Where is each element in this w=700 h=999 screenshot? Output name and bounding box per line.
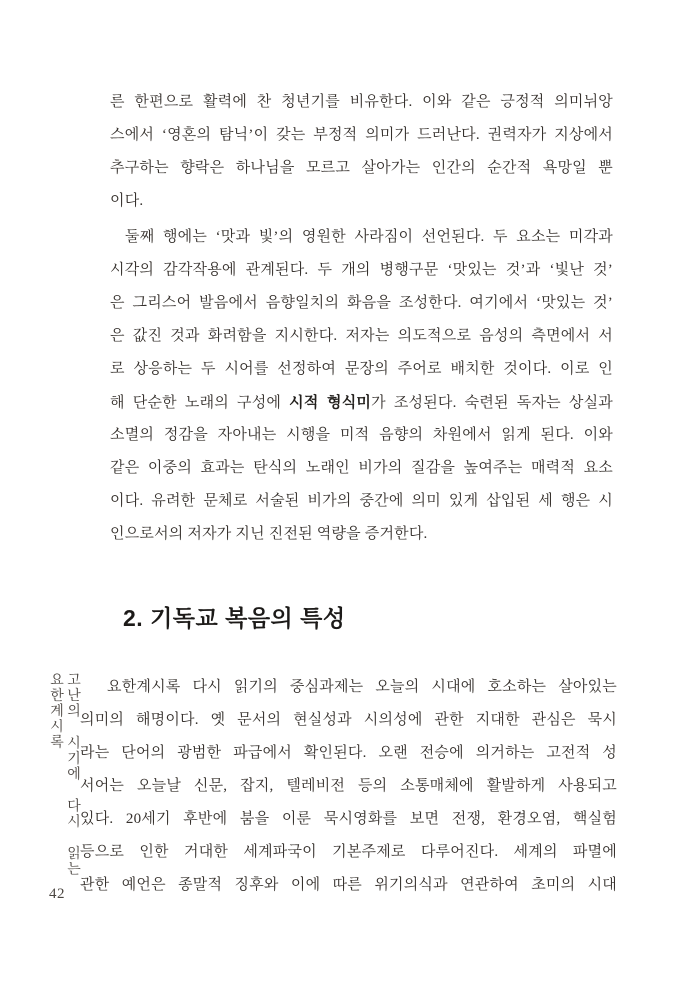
text-line: 이다. 유려한 문체로 서술된 비가의 중간에 의미 있게 삽입된 세 행은 시 xyxy=(110,493,613,509)
text-line: 라는 단어의 광범한 파급에서 확인된다. 오랜 전승에 의거하는 고전적 성 xyxy=(80,745,617,761)
text-line: 인으로서의 저자가 지닌 진전된 역량을 증거한다. xyxy=(110,526,428,542)
text-line: 로 상응하는 두 시어를 선정하여 문장의 주어로 배치한 것이다. 이로 인 xyxy=(110,361,613,377)
text-line: 둘째 행에는 ‘맛과 빛’의 영원한 사라짐이 선언된다. 두 요소는 미각과 xyxy=(125,229,613,245)
emphasized-text: 시적 형식미 xyxy=(289,394,372,411)
text-line: 같은 이중의 효과는 탄식의 노래인 비가의 질감을 높여주는 매력적 요소 xyxy=(110,460,613,476)
paragraph-gospel-characteristics xyxy=(80,671,617,902)
text-line: 의미의 해명이다. 옛 문서의 현실성과 시의성에 관한 지대한 관심은 묵시 xyxy=(80,712,617,728)
page-number: 42 xyxy=(49,886,65,902)
paragraph-taste-and-light xyxy=(110,221,613,551)
text-line: 스에서 ‘영혼의 탐닉’이 갖는 부정적 의미가 드러난다. 권력자가 지상에서 xyxy=(110,127,613,143)
text-line: 이다. xyxy=(110,193,144,209)
text-line: 요한계시록 다시 읽기의 중심과제는 오늘의 시대에 호소하는 살아있는 xyxy=(107,679,617,695)
paragraph-soul-indulgence xyxy=(110,86,613,218)
text-line: 관한 예언은 종말적 징후와 이에 따른 위기의식과 연관하여 초미의 시대 xyxy=(80,877,617,893)
text-line: 은 값진 것과 화려함을 지시한다. 저자는 의도적으로 음성의 측면에서 서 xyxy=(110,328,613,344)
section-heading: 2. 기독교 복음의 특성 xyxy=(123,605,346,631)
book-title-vertical: 고난의 시기에 다시 읽는 요한계시록 xyxy=(48,672,80,877)
text-line: 추구하는 향락은 하나님을 모르고 살아가는 인간의 순간적 욕망일 뿐 xyxy=(110,160,613,176)
text-line: 등으로 인한 거대한 세계파국이 기본주제로 다루어진다. 세계의 파멸에 xyxy=(80,844,617,860)
text-line: 시각의 감각작용에 관계된다. 두 개의 병행구문 ‘맛있는 것’과 ‘빛난 것’ xyxy=(110,262,613,278)
text-line: 있다. 20세기 후반에 붐을 이룬 묵시영화를 보면 전쟁, 환경오염, 핵실험 xyxy=(80,811,617,827)
text-line: 해 단순한 노래의 구성에 시적 형식미가 조성된다. 숙련된 독자는 상실과 xyxy=(110,394,613,411)
text-line: 은 그리스어 발음에서 음향일치의 화음을 조성한다. 여기에서 ‘맛있는 것’ xyxy=(110,295,613,311)
text-line: 른 한편으로 활력에 찬 청년기를 비유한다. 이와 같은 긍정적 의미뉘앙 xyxy=(110,94,613,110)
text-line: 서어는 오늘날 신문, 잡지, 텔레비전 등의 소통매체에 활발하게 사용되고 xyxy=(80,778,617,794)
text-line: 소멸의 정감을 자아내는 시행을 미적 음향의 차원에서 읽게 된다. 이와 xyxy=(110,427,613,443)
